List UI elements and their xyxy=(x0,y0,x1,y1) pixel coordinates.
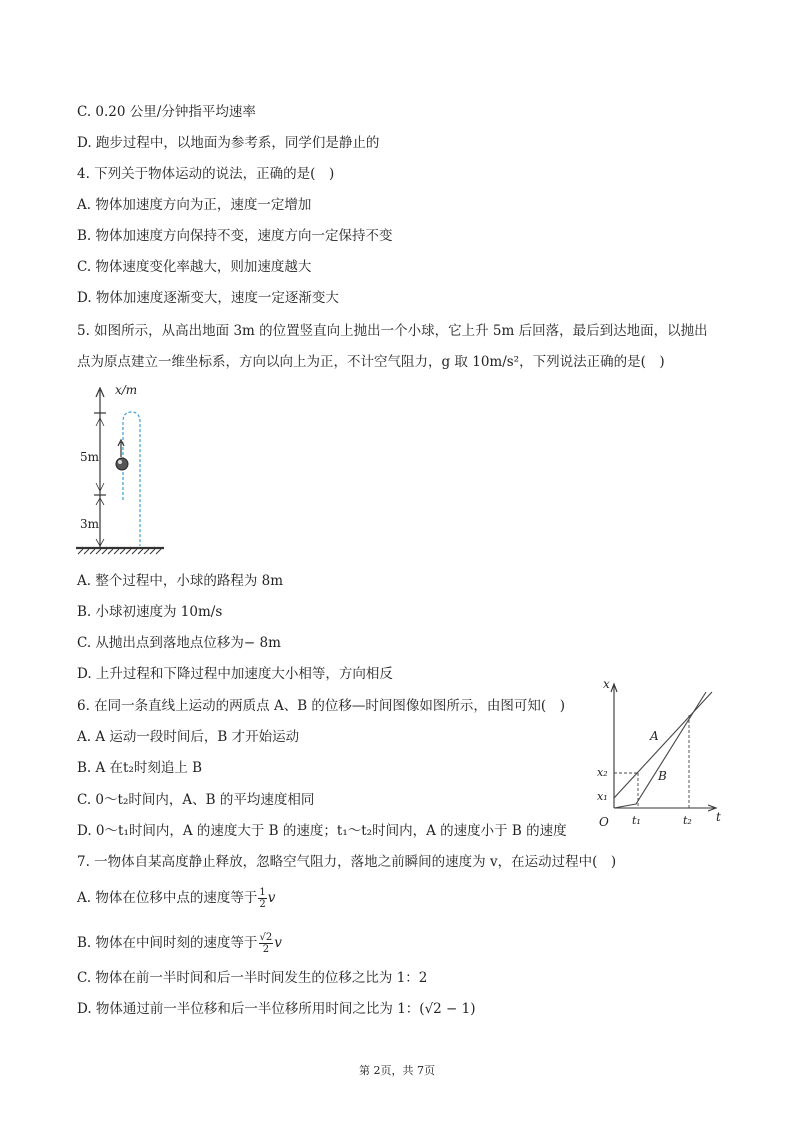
q5-option-d: D. 上升过程和下降过程中加速度大小相等，方向相反 xyxy=(77,666,393,682)
q7-option-a-variable: v xyxy=(267,890,276,906)
q5-ball xyxy=(116,458,128,470)
q6-option-a: A. A 运动一段时间后，B 才开始运动 xyxy=(77,729,300,745)
q6-line-b xyxy=(614,692,706,808)
q6-origin-label: O xyxy=(599,815,609,829)
q3-option-d: D. 跑步过程中，以地面为参考系，同学们是静止的 xyxy=(77,135,380,151)
q4-option-d: D. 物体加速度逐渐变大，速度一定逐渐变大 xyxy=(77,290,339,306)
q6-y-axis-label: x xyxy=(603,677,610,691)
q7-option-b-fraction xyxy=(259,932,274,955)
q6-x-axis-label: t xyxy=(716,810,721,824)
q7-option-a-numerator: 1 xyxy=(259,887,266,898)
q7-option-b-numerator: √2 xyxy=(259,932,273,943)
q7-option-a xyxy=(77,887,275,910)
q5-stem-line1: 5. 如图所示，从高出地面 3m 的位置竖直向上抛出一个小球，它上升 5m 后回落，最后到达地面，以抛出 xyxy=(77,323,708,339)
q5-option-c: C. 从抛出点到落地点位移为− 8m xyxy=(77,635,281,651)
q6-label-t1: t₁ xyxy=(632,814,641,827)
q4-option-a: A. 物体加速度方向为正，速度一定增加 xyxy=(77,197,312,213)
q6-option-d: D. 0～t₁时间内，A 的速度大于 B 的速度；t₁～t₂时间内，A 的速度小于 B 的速度 xyxy=(77,823,567,839)
q5-ground xyxy=(76,548,164,554)
q5-option-a: A. 整个过程中，小球的路程为 8m xyxy=(77,573,284,589)
q7-option-b-denominator: 2 xyxy=(262,944,270,955)
q6-option-b: B. A 在t₂时刻追上 B xyxy=(77,760,203,776)
q7-option-b xyxy=(77,932,282,955)
q4-option-b: B. 物体加速度方向保持不变，速度方向一定保持不变 xyxy=(77,228,393,244)
q7-option-a-fraction xyxy=(258,887,266,910)
q6-figure xyxy=(590,676,730,836)
q4-stem: 4. 下列关于物体运动的说法，正确的是( ) xyxy=(77,166,335,182)
q5-figure xyxy=(70,382,170,558)
q7-option-d: D. 物体通过前一半位移和后一半位移所用时间之比为 1：(√2 − 1) xyxy=(77,1001,476,1017)
q5-label-5m: 5m xyxy=(80,450,100,464)
q7-option-b-text: B. 物体在中间时刻的速度等于 xyxy=(77,935,258,951)
q7-option-c: C. 物体在前一半时间和后一半时间发生的位移之比为 1：2 xyxy=(77,970,428,986)
q7-option-b-variable: v xyxy=(274,935,282,951)
q6-label-x2: x₂ xyxy=(597,766,608,779)
q6-option-c: C. 0～t₂时间内，A、B 的平均速度相同 xyxy=(77,792,315,808)
q6-axes xyxy=(611,684,716,811)
q6-stem: 6. 在同一条直线上运动的两质点 A、B 的位移—时间图像如图所示，由图可知( ) xyxy=(77,698,565,714)
q3-option-c: C. 0.20 公里/分钟指平均速率 xyxy=(77,104,256,120)
q5-label-3m: 3m xyxy=(80,517,100,531)
page-footer: 第 2页，共 7页 xyxy=(359,1064,435,1077)
q6-label-a: A xyxy=(650,729,659,743)
q7-option-a-text: A. 物体在位移中点的速度等于 xyxy=(77,890,258,906)
q6-label-b: B xyxy=(658,769,667,783)
q6-label-t2: t₂ xyxy=(683,814,692,827)
q5-axis-label: x/m xyxy=(115,383,138,397)
q7-stem: 7. 一物体自某高度静止释放，忽略空气阻力，落地之前瞬间的速度为 v，在运动过程中( ) xyxy=(77,854,617,870)
q5-ball-highlight xyxy=(118,460,122,464)
q7-option-a-denominator: 2 xyxy=(259,899,266,910)
q5-stem-line2: 点为原点建立一维坐标系，方向以向上为正，不计空气阻力，g 取 10m/s²，下列说法正确的是( ) xyxy=(77,354,665,370)
q4-option-c: C. 物体速度变化率越大，则加速度越大 xyxy=(77,259,312,275)
q5-trajectory-path xyxy=(123,412,140,546)
q6-label-x1: x₁ xyxy=(597,790,608,803)
q5-option-b: B. 小球初速度为 10m/s xyxy=(77,604,223,620)
